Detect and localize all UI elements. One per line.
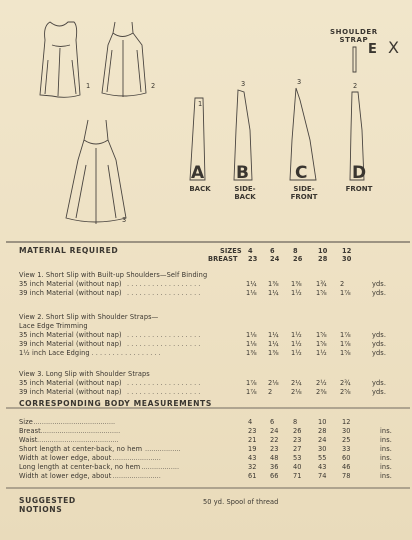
body-row-label: Width at lower edge, about [19,454,112,462]
body-row-unit: ins. [380,427,392,435]
piece-b-name: SIDE- BACK [234,185,256,201]
body-row-unit: ins. [380,472,392,480]
material-row-value: 2¼ [291,379,302,387]
material-title: MATERIAL REQUIRED [19,246,119,255]
material-row-value: 1⅞ [340,331,351,339]
body-row-label: Long length at center-back, no hem [19,463,141,471]
view-3-illustration [66,120,126,224]
material-row-label: 1½ inch Lace Edging [19,349,90,357]
material-row-leader: . . . . . . . . . . . . . . . . . . [127,340,201,348]
body-row-unit: ins. [380,454,392,462]
body-row-leader: ....................... [112,472,161,480]
body-row-value: 6 [270,418,275,426]
body-row-leader: ....................................... [37,436,119,444]
material-row-value: 1⅞ [246,388,257,396]
material-row-leader: . . . . . . . . . . . . . . . . . . [127,280,201,288]
piece-d-letter: D [352,163,367,183]
material-row-value: 2⅜ [316,388,327,396]
material-row-leader: . . . . . . . . . . . . . . . . . . [127,331,201,339]
piece-b-letter: B [236,163,249,183]
view-subheading: Lace Edge Trimming [19,322,88,330]
body-row-value: 10 [318,418,327,426]
material-row-value: 1¼ [268,289,279,297]
view-heading: View 3. Long Slip with Shoulder Straps [19,370,150,378]
material-row-value: 1⅝ [316,289,327,297]
size-header: 12 [342,247,352,255]
material-row-value: 1⅛ [246,331,257,339]
material-row-unit: yds. [372,379,387,387]
breast-header: 23 [248,255,258,263]
material-row-value: 1⅝ [316,340,327,348]
material-row-label: 39 inch Material (without nap) [19,340,122,348]
material-row-value: 1¼ [246,280,257,288]
body-row-value: 30 [318,445,327,453]
material-row-leader: . . . . . . . . . . . . . . . . . . [127,388,201,396]
body-row-value: 23 [293,436,302,444]
material-row-value: 1⅞ [340,289,351,297]
material-row-value: 1½ [291,331,302,339]
material-row-value: 1⅜ [291,280,302,288]
material-row-unit: yds. [372,331,387,339]
body-row-value: 23 [270,445,279,453]
material-row-label: 35 inch Material (without nap) [19,280,122,288]
material-row-value: 1½ [291,340,302,348]
material-row-value: 1⅜ [268,349,279,357]
body-row-value: 60 [342,454,351,462]
size-header: 6 [270,247,275,255]
piece-c-number: 3 [297,78,302,86]
body-row-value: 24 [318,436,327,444]
strap-mark: X [388,38,399,57]
material-row-value: 1⅞ [340,340,351,348]
body-row-value: 43 [248,454,257,462]
material-row-label: 39 inch Material (without nap) [19,289,122,297]
piece-a-letter: A [191,163,205,183]
body-row-value: 21 [248,436,257,444]
body-row-value: 55 [318,454,327,462]
material-row-unit: yds. [372,289,387,297]
material-row-unit: yds. [372,388,387,396]
body-row-label: Size [19,418,33,426]
material-row-unit: yds. [372,340,387,348]
body-row-value: 12 [342,418,351,426]
body-row-value: 8 [293,418,298,426]
body-row-unit: ins. [380,436,392,444]
piece-a-number: 1 [198,100,203,108]
body-row-value: 27 [293,445,302,453]
material-row-label: 35 inch Material (without nap) [19,379,122,387]
body-row-value: 28 [318,427,327,435]
body-row-label: Width at lower edge, about [19,472,112,480]
size-header: 10 [318,247,328,255]
view-heading: View 2. Short Slip with Shoulder Straps— [19,313,159,321]
piece-c-name: SIDE- FRONT [290,185,318,201]
body-row-value: 74 [318,472,327,480]
body-row-value: 36 [270,463,279,471]
material-row-leader: . . . . . . . . . . . . . . . . . . [127,289,201,297]
body-row-value: 40 [293,463,302,471]
material-row-value: 1½ [316,349,327,357]
body-row-value: 22 [270,436,279,444]
piece-c-letter: C [295,163,308,183]
body-row-value: 23 [248,427,257,435]
material-row-unit: yds. [372,280,387,288]
body-row-value: 30 [342,427,351,435]
material-row-value: 1⅜ [246,349,257,357]
size-header: 4 [248,247,253,255]
view-1-number: 1 [86,82,91,90]
material-row-value: 2¾ [340,379,351,387]
breast-label: BREAST [208,255,238,263]
shoulder-strap-shape [353,47,356,72]
material-row-value: 1½ [291,349,302,357]
piece-b-number: 3 [241,80,246,88]
material-row-value: 1½ [291,289,302,297]
strap-letter: E [368,42,377,57]
material-row-value: 2⅝ [340,388,351,396]
material-row-value: 1¼ [268,340,279,348]
body-row-value: 48 [270,454,279,462]
piece-d-name: FRONT [345,185,373,193]
size-header: 8 [293,247,298,255]
body-row-leader: ....................... [112,454,161,462]
body-row-value: 66 [270,472,279,480]
material-row-value: 2 [268,388,273,396]
body-row-label: Waist [19,436,38,444]
body-row-value: 71 [293,472,302,480]
body-row-value: 4 [248,418,253,426]
material-row-leader: . . . . . . . . . . . . . . . . . . [127,379,201,387]
material-row-unit: yds. [372,349,387,357]
body-row-unit: ins. [380,445,392,453]
material-row-label: 39 inch Material (without nap) [19,388,122,396]
piece-d-number: 2 [353,82,358,90]
body-row-value: 33 [342,445,351,453]
body-row-value: 53 [293,454,302,462]
breast-header: 28 [318,255,328,263]
body-row-value: 61 [248,472,257,480]
material-row-value: 1⅛ [246,289,257,297]
material-row-value: 1⅞ [246,379,257,387]
material-row-value: 2⅛ [268,379,279,387]
body-row-value: 26 [293,427,302,435]
body-row-leader: ................. [145,445,181,453]
body-row-label: Breast [19,427,41,435]
body-row-value: 46 [342,463,351,471]
body-row-value: 25 [342,436,351,444]
material-row-leader: . . . . . . . . . . . . . . . . . . [87,349,161,357]
body-row-label: Short length at center-back, no hem [19,445,143,453]
body-row-value: 78 [342,472,351,480]
breast-header: 30 [342,255,352,263]
material-row-value: 1¼ [268,331,279,339]
view-3-number: 3 [122,216,127,224]
piece-a-name: BACK [189,185,211,193]
breast-header: 24 [270,255,280,263]
material-row-value: 1¾ [316,280,327,288]
view-2-number: 2 [151,82,156,90]
notions-title: SUGGESTED NOTIONS [19,496,76,514]
view-heading: View 1. Short Slip with Built-up Shoulders—Self Binding [19,271,208,279]
view-1-illustration [40,22,80,97]
view-2-illustration [102,22,146,97]
material-row-value: 1⅜ [268,280,279,288]
material-row-value: 2⅛ [291,388,302,396]
breast-header: 26 [293,255,303,263]
body-row-value: 43 [318,463,327,471]
body-row-leader: ....................................... [33,418,116,426]
body-row-leader: .................. [141,463,180,471]
body-row-unit: ins. [380,463,392,471]
body-row-leader: ...................................... [40,427,121,435]
material-row-value: 1⅛ [246,340,257,348]
material-row-value: 1⅝ [316,331,327,339]
shoulder-strap-label: SHOULDER STRAP [330,28,378,44]
material-row-value: 2½ [316,379,327,387]
notions-text: 50 yd. Spool of thread [203,498,279,506]
sizes-label: SIZES [220,247,242,255]
body-row-value: 32 [248,463,257,471]
body-title: CORRESPONDING BODY MEASUREMENTS [19,399,212,408]
material-row-value: 2 [340,280,345,288]
material-row-label: 35 inch Material (without nap) [19,331,122,339]
body-row-value: 24 [270,427,279,435]
material-row-value: 1⅝ [340,349,351,357]
body-row-value: 19 [248,445,257,453]
